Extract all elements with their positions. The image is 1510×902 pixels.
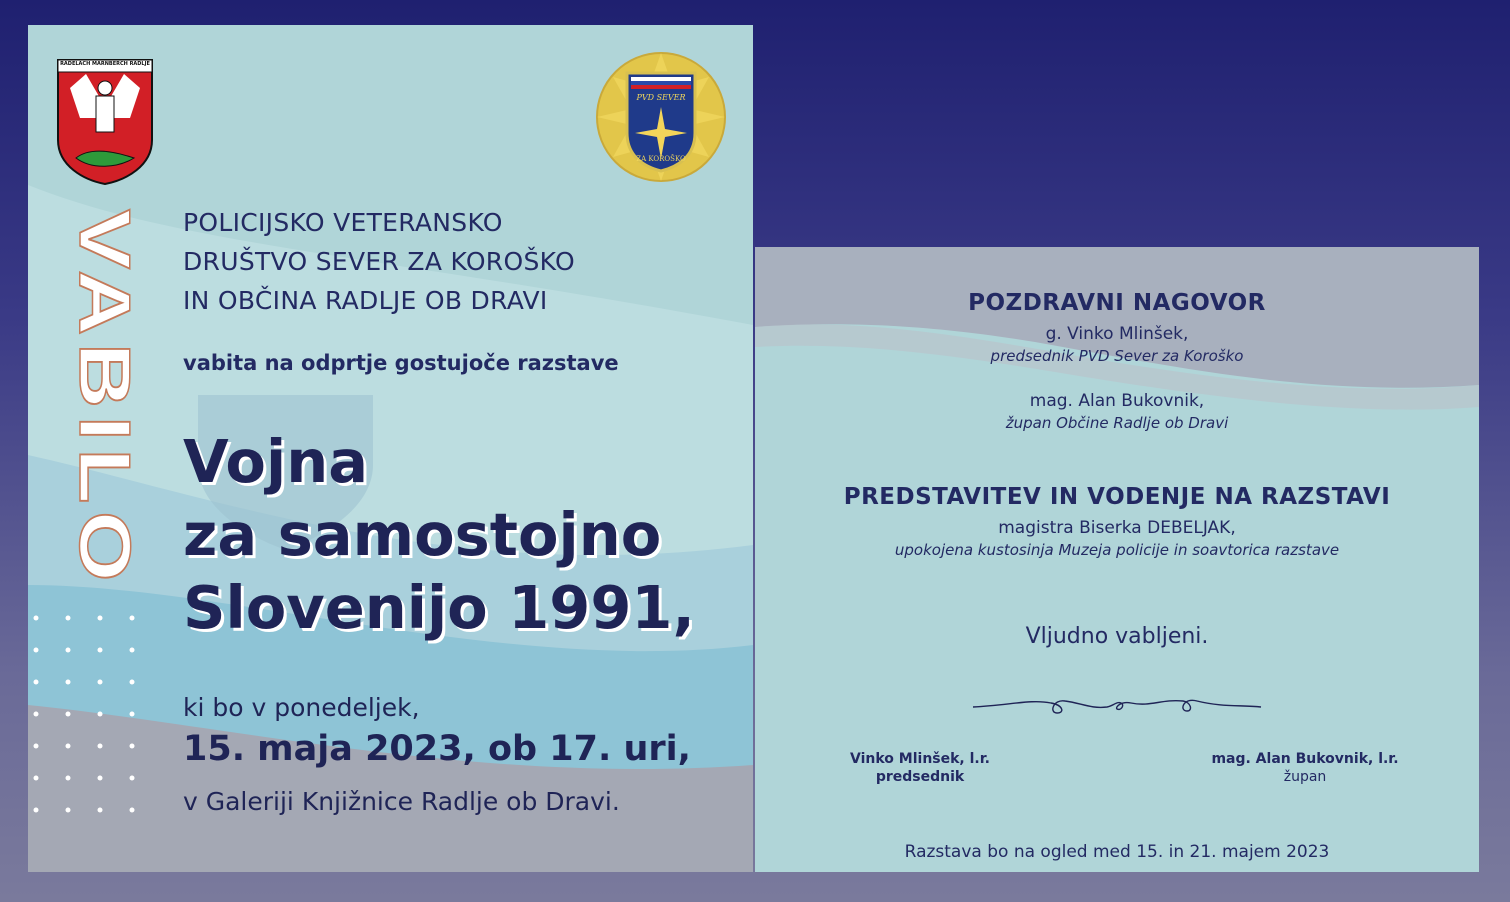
speaker1-name: g. Vinko Mlinšek, <box>1045 324 1189 344</box>
welcome-speech-heading: POZDRAVNI NAGOVOR <box>968 290 1266 316</box>
invitation-program-card <box>755 247 1479 872</box>
title-line-1: Vojna <box>183 427 369 496</box>
sign-right-name: mag. Alan Bukovnik, l.r. <box>1211 751 1399 767</box>
event-day-text: ki bo v ponedeljek, <box>183 693 420 722</box>
ornament-divider <box>971 691 1263 719</box>
title-line-3: Slovenijo 1991, <box>183 573 695 642</box>
closing-text: Vljudno vabljeni. <box>1025 624 1209 649</box>
badge-top-text: PVD SEVER <box>636 93 686 102</box>
event-date-text: 15. maja 2023, ob 17. uri, <box>183 729 691 769</box>
speaker3-name: magistra Biserka DEBELJAK, <box>998 518 1236 538</box>
invitation-front-card <box>28 25 753 872</box>
org-line-2: DRUŠTVO SEVER ZA KOROŠKO <box>183 247 575 276</box>
radlje-crest-logo <box>56 58 154 190</box>
pvd-sever-badge-logo <box>591 47 731 187</box>
invite-text: vabita na odprtje gostujoče razstave <box>183 351 619 375</box>
org-line-1: POLICIJSKO VETERANSKO <box>183 208 503 237</box>
event-place-text: v Galeriji Knjižnice Radlje ob Dravi. <box>183 787 620 816</box>
org-line-3: IN OBČINA RADLJE OB DRAVI <box>183 286 548 315</box>
speaker2-name: mag. Alan Bukovnik, <box>1029 391 1205 411</box>
speaker1-role: predsednik PVD Sever za Koroško <box>990 347 1244 365</box>
organizers-heading <box>183 203 575 320</box>
sign-left-name: Vinko Mlinšek, l.r. <box>850 751 990 767</box>
vertical-label: VABILO <box>68 209 144 512</box>
speaker3-role: upokojena kustosinja Muzeja policije in soavtorica razstave <box>894 541 1340 559</box>
title-line-2: za samostojno <box>183 500 662 569</box>
speaker2-role: župan Občine Radlje ob Dravi <box>1005 414 1229 432</box>
badge-bottom-text: ZA KOROŠKO <box>636 155 686 163</box>
signature-left <box>815 751 1025 785</box>
sign-left-title: predsednik <box>875 769 965 785</box>
sign-right-title: župan <box>1283 769 1327 785</box>
exhibition-dates-footer: Razstava bo na ogled med 15. in 21. majem 2023 <box>904 842 1330 862</box>
crest-banner-text: RADELACH MARNBERCH RADLJE <box>60 61 150 67</box>
signature-right <box>1195 751 1415 785</box>
vertical-label-wrapper <box>68 205 148 595</box>
exhibition-title <box>183 425 695 644</box>
dot-grid-decoration <box>28 610 168 820</box>
presentation-heading: PREDSTAVITEV IN VODENJE NA RAZSTAVI <box>843 484 1391 510</box>
